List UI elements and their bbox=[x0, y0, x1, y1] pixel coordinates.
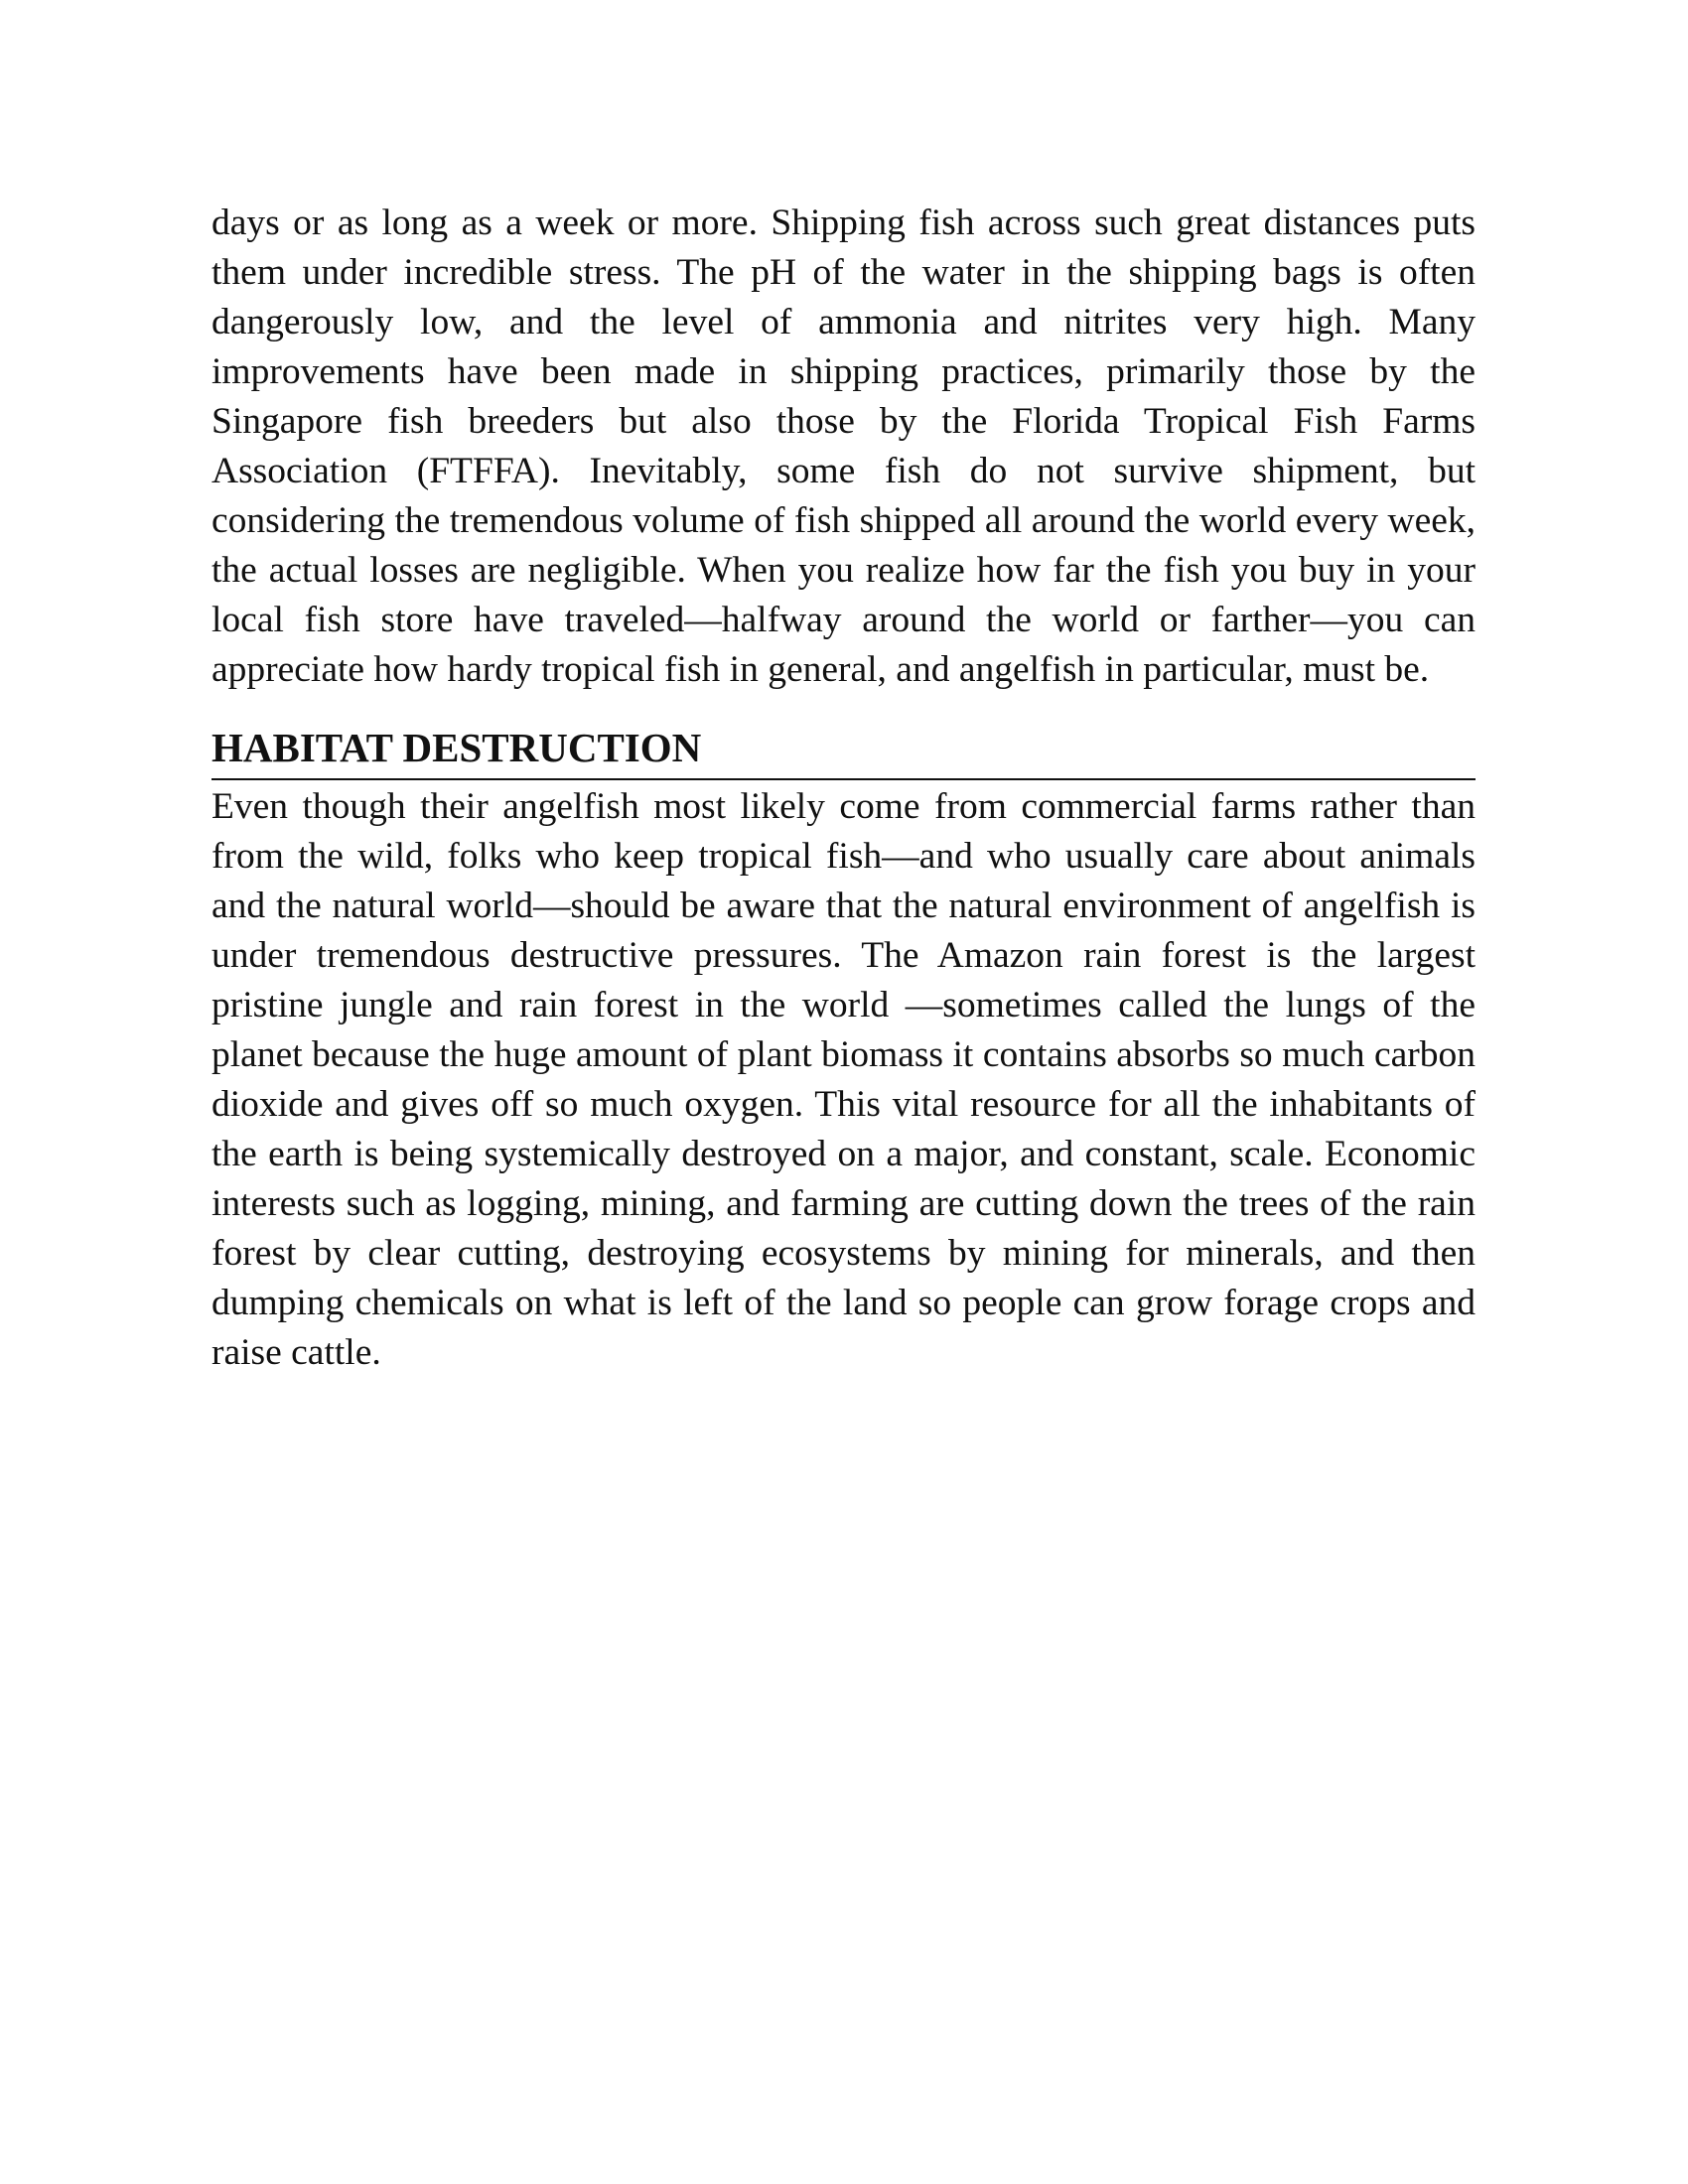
section-heading: HABITAT DESTRUCTION bbox=[211, 723, 1476, 780]
body-paragraph: Even though their angelfish most likely come from commercial farms rather than from the wild, folks who keep tropical fish—and who usually care about animals and the natural world—should be aware that the natural environment of angelfish is under tremendous destructive pressures. The Amazon rain forest is the largest pristine jungle and rain forest in the world —sometimes called the lungs of the planet because the huge amount of plant biomass it contains absorbs so much carbon dioxide and gives off so much oxygen. This vital resource for all the inhabitants of the earth is being systemically destroyed on a major, and constant, scale. Economic interests such as logging, mining, and farming are cutting down the trees of the rain forest by clear cutting, destroying ecosystems by mining for minerals, and then dumping chemicals on what is left of the land so people can grow forage crops and raise cattle. bbox=[211, 786, 1476, 1373]
body-paragraph: days or as long as a week or more. Shipping fish across such great distances puts them under incredible stress. The pH of the water in the shipping bags is often dangerously low, and the level of ammonia and nitrites very high. Many improvements have been made in shipping practices, primarily those by the Singapore fish breeders but also those by the Florida Tropical Fish Farms Association (FTFFA). Inevitably, some fish do not survive shipment, but considering the tremendous volume of fish shipped all around the world every week, the actual losses are negligible. When you realize how far the fish you buy in your local fish store have traveled—halfway around the world or farther—you can appreciate how hardy tropical fish in general, and angelfish in particular, must be. bbox=[211, 203, 1476, 690]
page-content bbox=[211, 199, 1476, 1378]
